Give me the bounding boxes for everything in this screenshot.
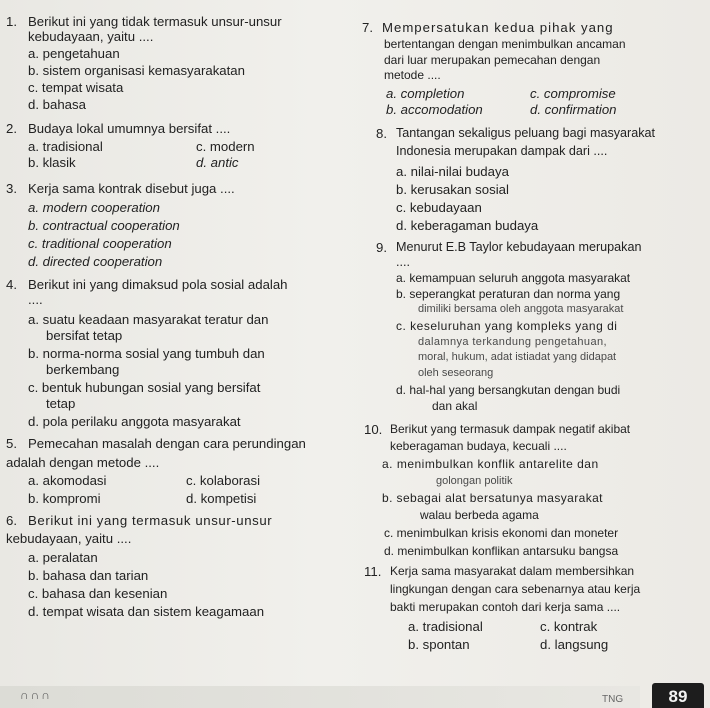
footer-strip	[0, 686, 640, 708]
question-number: 4.	[6, 277, 17, 292]
question-text: Tantangan sekaligus peluang bagi masyarakat	[396, 126, 656, 140]
option-b[interactable]: b. kompromi	[28, 491, 101, 506]
question-7-text-line-3: dari luar merupakan pemecahan dengan	[384, 53, 601, 67]
option-b[interactable]: b. bahasa dan tarian	[28, 568, 149, 583]
option-b[interactable]: b. kerusakan sosial	[396, 182, 509, 197]
option-b[interactable]: b. accomodation	[386, 102, 483, 117]
option-b[interactable]: b. spontan	[408, 637, 470, 652]
question-text: Kerja sama masyarakat dalam membersihkan	[390, 564, 635, 578]
option-d[interactable]: d. langsung	[540, 637, 609, 652]
question-text: Pemecahan masalah dengan cara perundingan	[28, 436, 306, 451]
option-c-continued-1: dalamnya terkandung pengetahuan,	[418, 336, 607, 348]
option-b[interactable]: b. sistem organisasi kemasyarakatan	[28, 63, 245, 78]
option-c-continued-3: oleh seseorang	[418, 367, 494, 379]
option-b[interactable]: b. norma-norma sosial yang tumbuh dan	[28, 346, 265, 361]
option-b[interactable]: b. contractual cooperation	[28, 218, 180, 233]
question-11-text-line-2: lingkungan dengan cara sebenarnya atau kerja	[390, 582, 641, 596]
question-text: Budaya lokal umumnya bersifat ....	[28, 121, 231, 136]
question-number: 11.	[364, 564, 382, 579]
question-text: Berikut yang termasuk dampak negatif akibat	[390, 422, 631, 436]
footer-code: TNG	[602, 694, 624, 705]
question-6-text-line-2: kebudayaan, yaitu ....	[6, 531, 132, 546]
option-b[interactable]: b. seperangkat peraturan dan norma yang	[396, 287, 621, 301]
option-c[interactable]: c. compromise	[530, 86, 616, 101]
option-b[interactable]: b. klasik	[28, 155, 76, 170]
question-number: 9.	[376, 240, 387, 255]
option-b[interactable]: b. sebagai alat bersatunya masyarakat	[382, 491, 603, 505]
option-d[interactable]: d. keberagaman budaya	[396, 218, 539, 233]
option-d[interactable]: d. directed cooperation	[28, 254, 163, 269]
question-text: Kerja sama kontrak disebut juga ....	[28, 181, 235, 196]
question-text: Berikut ini yang dimaksud pola sosial adalah ....	[28, 277, 288, 307]
question-7-text-line-2: bertentangan dengan menimbulkan ancaman	[384, 37, 626, 51]
option-a[interactable]: a. kemampuan seluruh anggota masyarakat	[396, 271, 631, 285]
option-d[interactable]: d. confirmation	[530, 102, 617, 117]
question-8-text-line-2: Indonesia merupakan dampak dari ....	[396, 144, 608, 158]
option-a[interactable]: a. peralatan	[28, 550, 98, 565]
question-number: 6.	[6, 513, 17, 528]
option-b-continued: dimiliki bersama oleh anggota masyarakat	[418, 303, 624, 315]
question-number: 7.	[362, 20, 373, 35]
option-a[interactable]: a. menimbulkan konflik antarelite dan	[382, 457, 599, 471]
question-10-text-line-2: keberagaman budaya, kecuali ....	[390, 439, 567, 453]
option-c[interactable]: c. keseluruhan yang kompleks yang di	[396, 319, 618, 333]
option-c-continued-2: moral, hukum, adat istiadat yang didapat	[418, 351, 617, 363]
question-number: 2.	[6, 121, 17, 136]
option-c[interactable]: c. modern	[196, 139, 255, 154]
option-a-continued: bersifat tetap	[46, 328, 123, 343]
option-c[interactable]: c. kolaborasi	[186, 473, 261, 488]
option-a[interactable]: a. completion	[386, 86, 465, 101]
option-c[interactable]: c. kebudayaan	[396, 200, 482, 215]
option-c[interactable]: c. menimbulkan krisis ekonomi dan moneter	[384, 526, 619, 540]
option-c[interactable]: c. bahasa dan kesenian	[28, 586, 168, 601]
footer-decoration-icon: ∩∩∩	[20, 688, 52, 702]
option-d[interactable]: d. bahasa	[28, 97, 86, 112]
option-d[interactable]: d. tempat wisata dan sistem keagamaan	[28, 604, 265, 619]
option-d[interactable]: d. antic	[196, 155, 239, 170]
question-number: 8.	[376, 126, 387, 141]
question-11-text-line-3: bakti merupakan contoh dari kerja sama ....	[390, 600, 621, 614]
option-a[interactable]: a. tradisional	[28, 139, 103, 154]
option-d[interactable]: d. menimbulkan konflikan antarsuku bangsa	[384, 544, 619, 558]
question-text: Berikut ini yang tidak termasuk unsur-unsur kebudayaan, yaitu ....	[28, 14, 282, 44]
option-d[interactable]: d. kompetisi	[186, 491, 257, 506]
option-a[interactable]: a. akomodasi	[28, 473, 107, 488]
question-text: Berikut ini yang termasuk unsur-unsur	[28, 513, 273, 528]
option-a[interactable]: a. pengetahuan	[28, 46, 120, 61]
option-c[interactable]: c. kontrak	[540, 619, 598, 634]
question-5-text-line-2: adalah dengan metode ....	[6, 455, 160, 470]
question-text: Mempersatukan kedua pihak yang	[382, 20, 614, 35]
question-number: 1.	[6, 14, 17, 29]
option-d-continued: dan akal	[432, 399, 478, 413]
option-a[interactable]: a. tradisional	[408, 619, 483, 634]
option-b-continued: berkembang	[46, 362, 120, 377]
option-a[interactable]: a. nilai-nilai budaya	[396, 164, 509, 179]
option-d[interactable]: d. hal-hal yang bersangkutan dengan budi	[396, 383, 621, 397]
option-a[interactable]: a. modern cooperation	[28, 200, 160, 215]
option-a[interactable]: a. suatu keadaan masyarakat teratur dan	[28, 312, 269, 327]
option-c[interactable]: c. bentuk hubungan sosial yang bersifat	[28, 380, 261, 395]
option-b-continued: walau berbeda agama	[420, 508, 539, 522]
question-text: Menurut E.B Taylor kebudayaan merupakan ....	[396, 240, 642, 269]
option-d[interactable]: d. pola perilaku anggota masyarakat	[28, 414, 241, 429]
option-c-continued: tetap	[46, 396, 76, 411]
option-c[interactable]: c. traditional cooperation	[28, 236, 172, 251]
option-c[interactable]: c. tempat wisata	[28, 80, 124, 95]
question-7-text-line-4: metode ....	[384, 68, 441, 82]
page-number: 89	[652, 683, 704, 708]
question-number: 3.	[6, 181, 17, 196]
option-a-continued: golongan politik	[436, 475, 513, 487]
question-number: 5.	[6, 436, 17, 451]
question-number: 10.	[364, 422, 383, 437]
